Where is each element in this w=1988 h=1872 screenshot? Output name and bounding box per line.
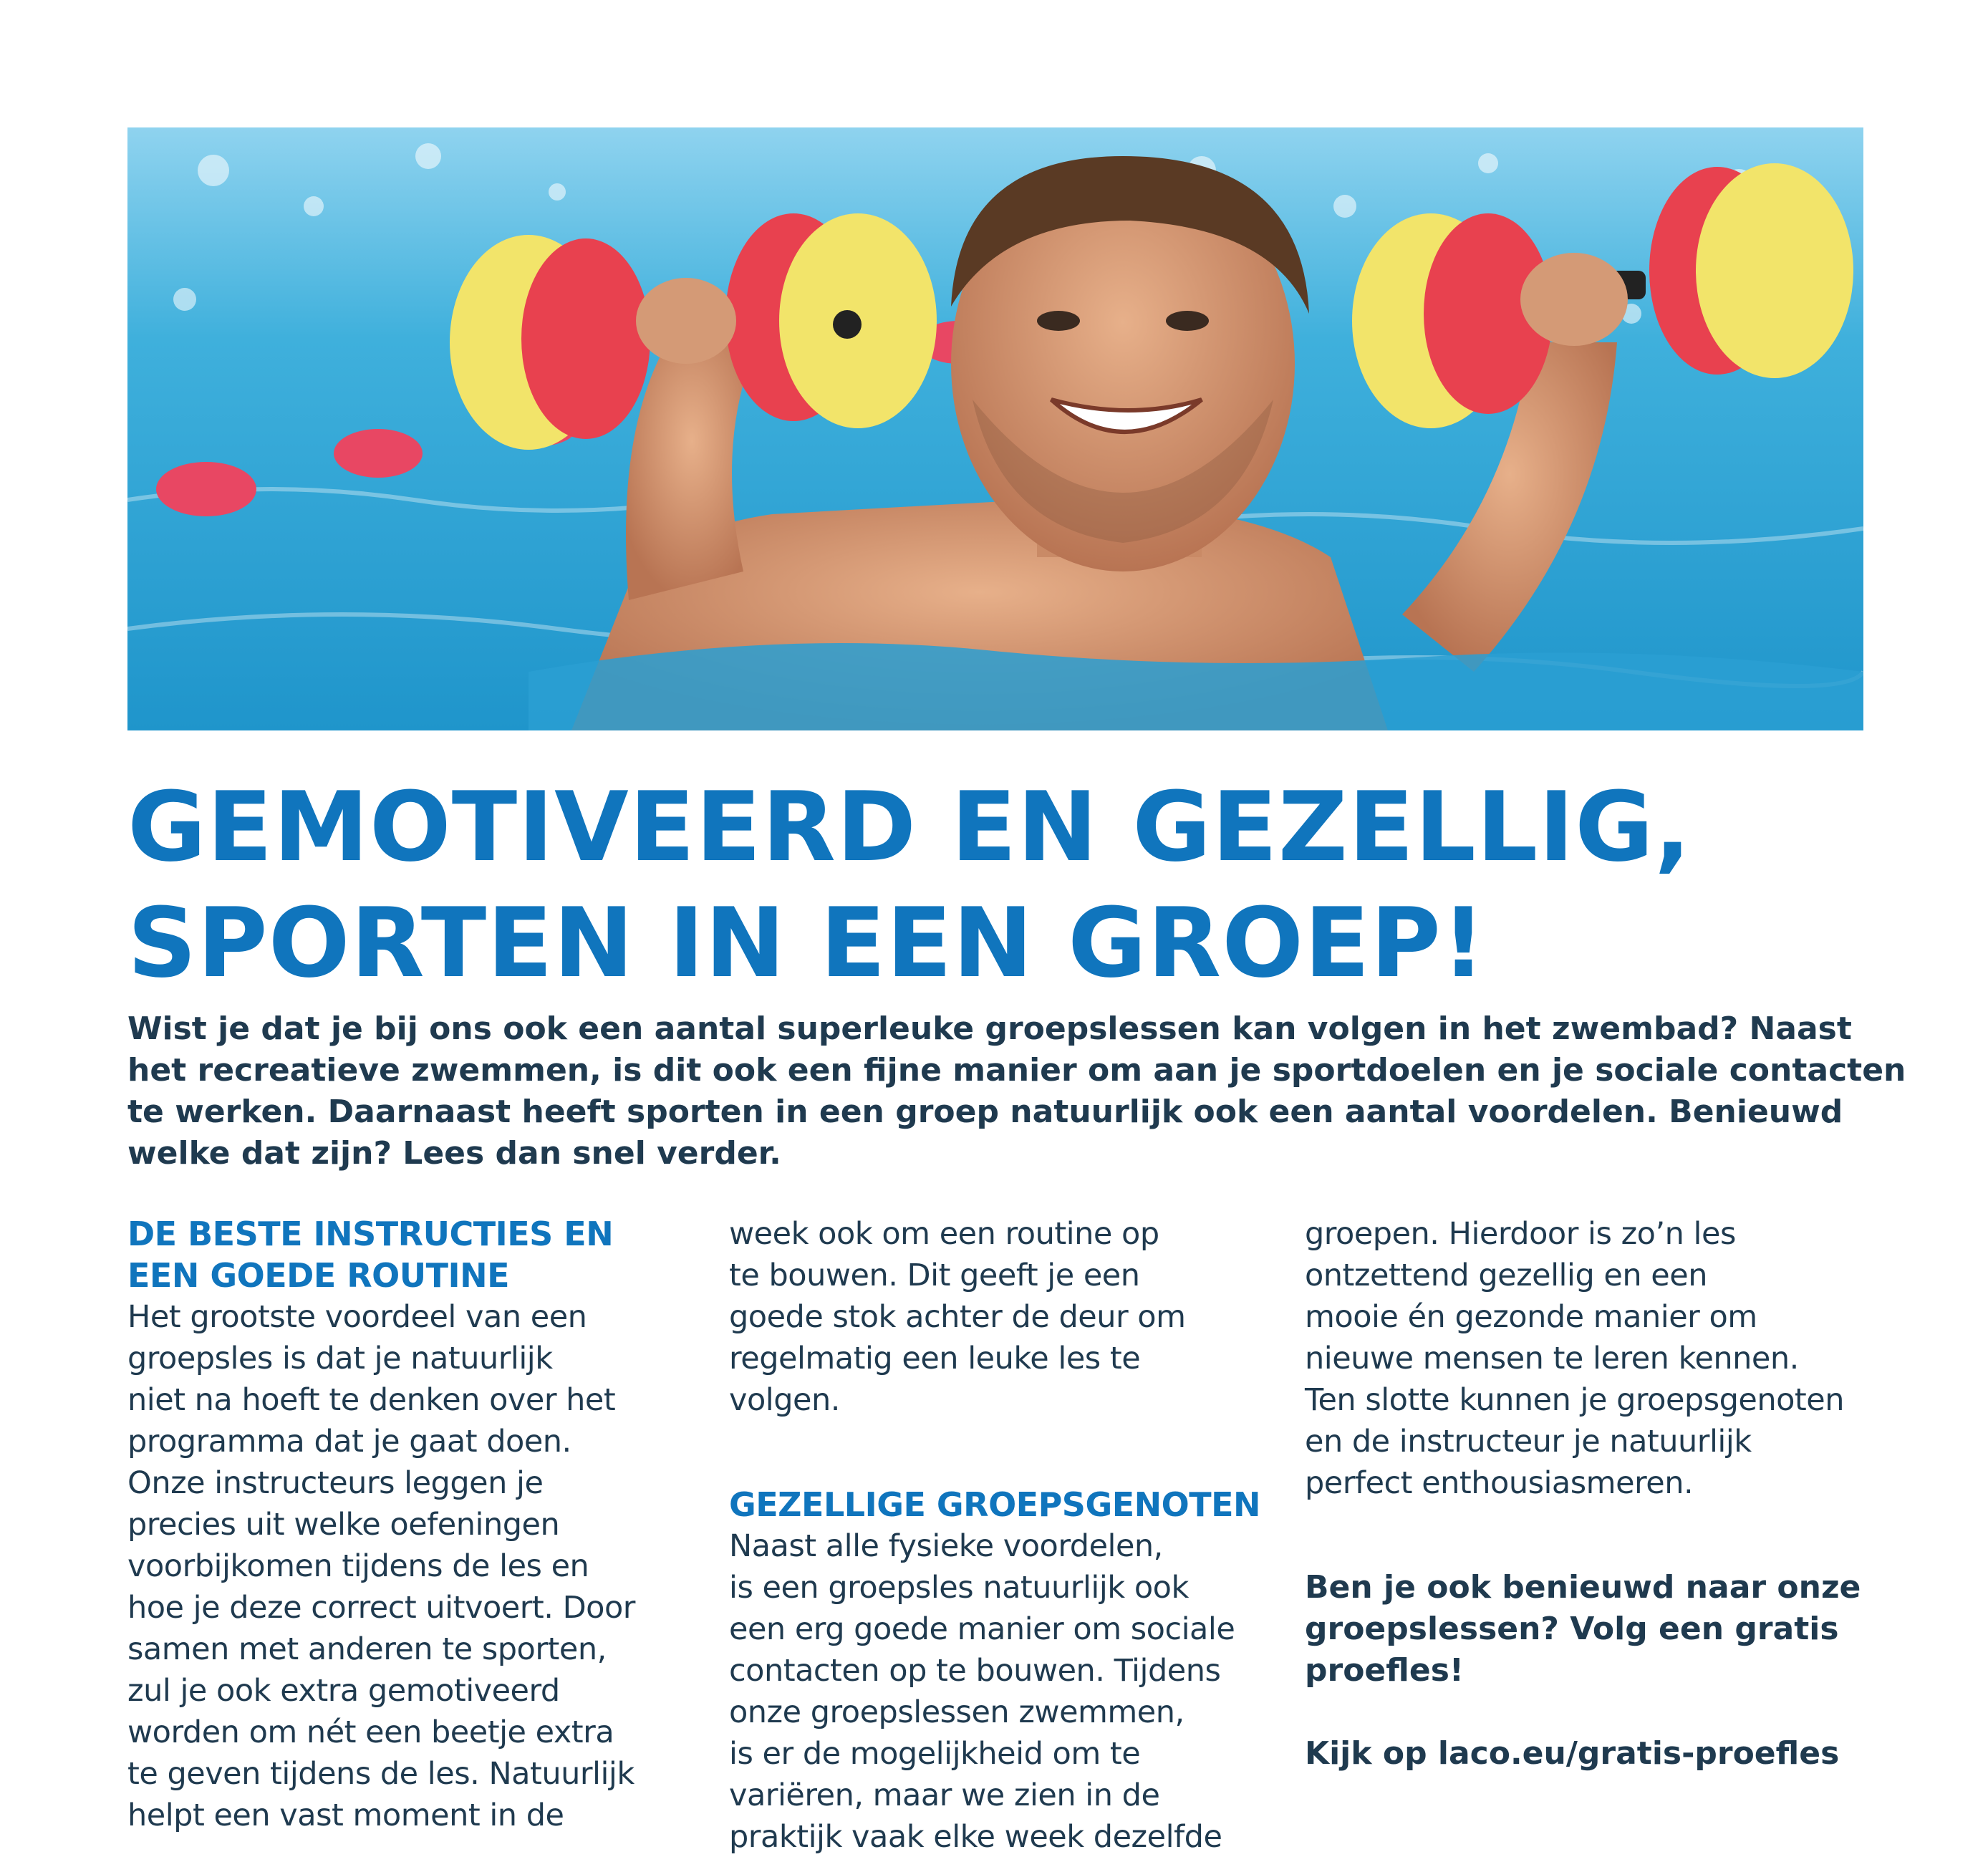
body-line: niet na hoeft te denken over het bbox=[127, 1382, 616, 1418]
body-line: is een groepsles natuurlijk ook bbox=[729, 1570, 1189, 1606]
body-line: onze groepslessen zwemmen, bbox=[729, 1694, 1184, 1730]
body-line: helpt een vast moment in de bbox=[127, 1798, 564, 1833]
body-line: samen met anderen te sporten, bbox=[127, 1631, 607, 1667]
page-title-line-1: GEMOTIVEERD EN GEZELLIG, bbox=[127, 771, 1692, 883]
body-line: variëren, maar we zien in de bbox=[729, 1777, 1160, 1813]
hero-photo bbox=[127, 127, 1863, 730]
body-line: Naast alle fysieke voordelen, bbox=[729, 1528, 1163, 1564]
cta-line: Ben je ook benieuwd naar onze bbox=[1305, 1569, 1861, 1606]
column-3 bbox=[1305, 1213, 1878, 1775]
body-line: mooie én gezonde manier om bbox=[1305, 1299, 1757, 1335]
body-line: te geven tijdens de les. Natuurlijk bbox=[127, 1756, 634, 1792]
body-line: praktijk vaak elke week dezelfde bbox=[729, 1819, 1222, 1855]
cta-line: groepslessen? Volg een gratis bbox=[1305, 1611, 1839, 1647]
body-line: perfect enthousiasmeren. bbox=[1305, 1465, 1694, 1501]
intro-line: het recreatieve zwemmen, is dit ook een fijne manier om aan je sportdoelen en je sociale contacten bbox=[127, 1052, 1906, 1089]
body-line: regelmatig een leuke les te bbox=[729, 1341, 1141, 1376]
page-title-line-2: SPORTEN IN EEN GROEP! bbox=[127, 887, 1486, 999]
body-line: contacten op te bouwen. Tijdens bbox=[729, 1653, 1221, 1689]
body-line: programma dat je gaat doen. bbox=[127, 1424, 571, 1460]
body-line: worden om nét een beetje extra bbox=[127, 1714, 614, 1750]
body-line: week ook om een routine op bbox=[729, 1216, 1159, 1252]
body-line: hoe je deze correct uitvoert. Door bbox=[127, 1590, 635, 1626]
body-line: precies uit welke oefeningen bbox=[127, 1507, 560, 1543]
body-line: Het grootste voordeel van een bbox=[127, 1299, 587, 1335]
pool-photo-icon bbox=[127, 127, 1863, 730]
body-line: volgen. bbox=[729, 1382, 840, 1418]
section-heading: GEZELLIGE GROEPSGENOTEN bbox=[729, 1485, 1261, 1524]
section-heading: DE BESTE INSTRUCTIES EN bbox=[127, 1215, 614, 1253]
body-line: Onze instructeurs leggen je bbox=[127, 1465, 544, 1501]
body-line: nieuwe mensen te leren kennen. bbox=[1305, 1341, 1799, 1376]
body-line: en de instructeur je natuurlijk bbox=[1305, 1424, 1752, 1460]
intro-paragraph bbox=[127, 1008, 1906, 1174]
body-line: ontzettend gezellig en een bbox=[1305, 1258, 1707, 1293]
intro-line: Wist je dat je bij ons ook een aantal superleuke groepslessen kan volgen in het zwembad? Naast bbox=[127, 1010, 1852, 1047]
body-line: is er de mogelijkheid om te bbox=[729, 1736, 1141, 1772]
body-line: Ten slotte kunnen je groepsgenoten bbox=[1305, 1382, 1844, 1418]
body-line: groepsles is dat je natuurlijk bbox=[127, 1341, 553, 1376]
section-heading: EEN GOEDE ROUTINE bbox=[127, 1256, 510, 1295]
body-line: groepen. Hierdoor is zo’n les bbox=[1305, 1216, 1736, 1252]
page-title bbox=[127, 769, 1861, 1001]
body-line: te bouwen. Dit geeft je een bbox=[729, 1258, 1140, 1293]
intro-line: welke dat zijn? Lees dan snel verder. bbox=[127, 1135, 781, 1172]
body-line: zul je ook extra gemotiveerd bbox=[127, 1673, 560, 1709]
cta-link[interactable]: Kijk op laco.eu/gratis-proefles bbox=[1305, 1735, 1840, 1772]
body-line: goede stok achter de deur om bbox=[729, 1299, 1186, 1335]
cta-line: proefles! bbox=[1305, 1652, 1464, 1689]
column-2 bbox=[729, 1213, 1302, 1858]
body-line: een erg goede manier om sociale bbox=[729, 1611, 1235, 1647]
column-1 bbox=[127, 1213, 700, 1836]
intro-line: te werken. Daarnaast heeft sporten in een groep natuurlijk ook een aantal voordelen. Benieuwd bbox=[127, 1094, 1843, 1130]
body-line: voorbijkomen tijdens de les en bbox=[127, 1548, 589, 1584]
